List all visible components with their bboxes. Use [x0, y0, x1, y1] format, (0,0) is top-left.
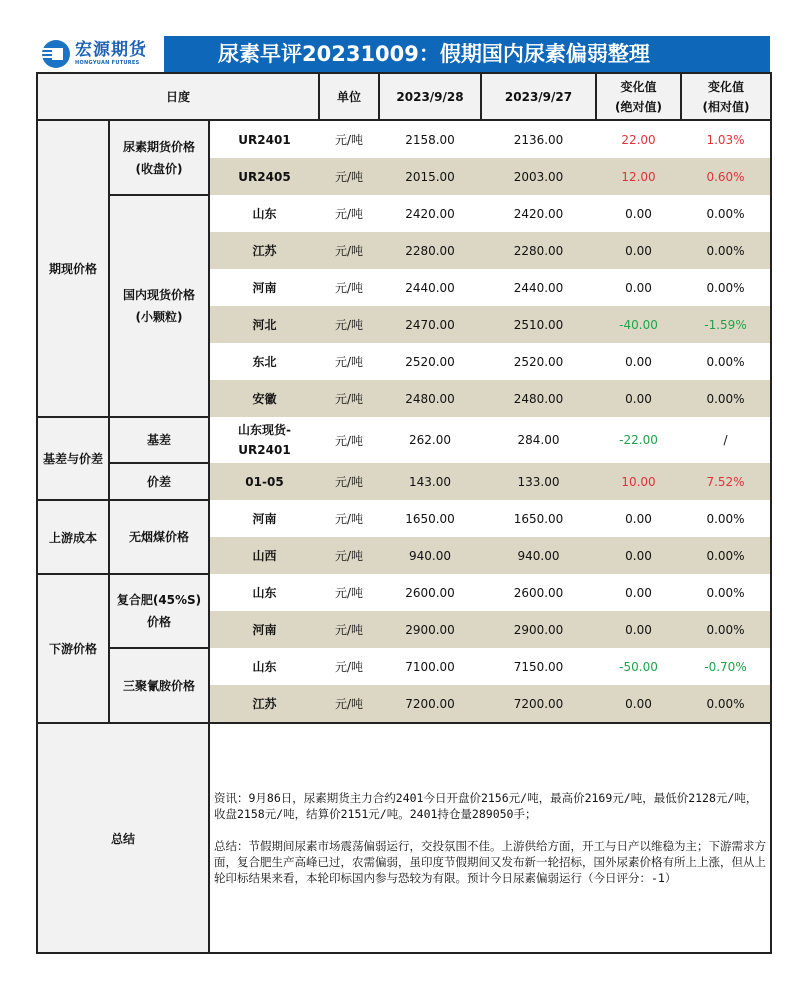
- row-value-date2: 2280.00: [481, 232, 596, 269]
- row-rel-change: 0.00%: [681, 611, 771, 648]
- row-rel-change: 1.03%: [681, 120, 771, 158]
- row-abs-change: -50.00: [596, 648, 681, 685]
- row-unit: 元/吨: [319, 158, 379, 195]
- col-header-date1: 2023/9/28: [379, 73, 481, 120]
- subgroup-melamine-price: 三聚氰胺价格: [109, 648, 209, 723]
- group-upstream-cost: 上游成本: [37, 500, 109, 574]
- subgroup-compound-fertilizer: 复合肥(45%S) 价格: [109, 574, 209, 648]
- row-abs-change: 0.00: [596, 343, 681, 380]
- row-unit: 元/吨: [319, 269, 379, 306]
- col-header-unit: 单位: [319, 73, 379, 120]
- row-value-date1: 1650.00: [379, 500, 481, 537]
- header-row: [37, 73, 771, 120]
- row-abs-change: 10.00: [596, 463, 681, 500]
- table-row: [37, 120, 771, 158]
- row-rel-change: 0.00%: [681, 380, 771, 417]
- row-value-date2: 2510.00: [481, 306, 596, 343]
- row-abs-change: 0.00: [596, 500, 681, 537]
- table-row: [37, 195, 771, 232]
- row-unit: 元/吨: [319, 343, 379, 380]
- row-item: 河南: [209, 500, 319, 537]
- row-abs-change: 0.00: [596, 537, 681, 574]
- subgroup-spread: 价差: [109, 463, 209, 500]
- col-header-date2: 2023/9/27: [481, 73, 596, 120]
- row-value-date2: 2420.00: [481, 195, 596, 232]
- table-row: [37, 648, 771, 685]
- subgroup-futures-price: 尿素期货价格 (收盘价): [109, 120, 209, 195]
- row-abs-change: 0.00: [596, 380, 681, 417]
- row-item: UR2405: [209, 158, 319, 195]
- summary-news: 资讯：9月86日，尿素期货主力合约2401今日开盘价2156元/吨，最高价2169元/吨，最低价2128元/吨，收盘2158元/吨，结算价2151元/吨。2401持仓量289050手；: [214, 791, 758, 821]
- col-header-dimension: 日度: [37, 73, 319, 120]
- row-value-date1: 2280.00: [379, 232, 481, 269]
- table-row: [37, 417, 771, 463]
- row-item: 江苏: [209, 685, 319, 723]
- row-rel-change: /: [681, 417, 771, 463]
- row-item: 河南: [209, 611, 319, 648]
- row-value-date2: 1650.00: [481, 500, 596, 537]
- group-downstream-price: 下游价格: [37, 574, 109, 723]
- row-rel-change: -1.59%: [681, 306, 771, 343]
- row-value-date2: 284.00: [481, 417, 596, 463]
- row-value-date1: 262.00: [379, 417, 481, 463]
- col-header-abs-change: 变化值 (绝对值): [596, 73, 681, 120]
- row-item: 东北: [209, 343, 319, 380]
- row-value-date1: 7200.00: [379, 685, 481, 723]
- row-unit: 元/吨: [319, 611, 379, 648]
- row-unit: 元/吨: [319, 306, 379, 343]
- row-rel-change: 0.00%: [681, 537, 771, 574]
- row-abs-change: 0.00: [596, 611, 681, 648]
- row-value-date2: 133.00: [481, 463, 596, 500]
- row-rel-change: 0.60%: [681, 158, 771, 195]
- row-value-date2: 2520.00: [481, 343, 596, 380]
- row-abs-change: -40.00: [596, 306, 681, 343]
- row-value-date2: 7150.00: [481, 648, 596, 685]
- row-value-date1: 2900.00: [379, 611, 481, 648]
- subgroup-anthracite-price: 无烟煤价格: [109, 500, 209, 574]
- row-abs-change: 0.00: [596, 574, 681, 611]
- row-unit: 元/吨: [319, 500, 379, 537]
- row-unit: 元/吨: [319, 463, 379, 500]
- row-item: 山东: [209, 195, 319, 232]
- row-value-date1: 2600.00: [379, 574, 481, 611]
- group-basis-spread: 基差与价差: [37, 417, 109, 500]
- row-abs-change: -22.00: [596, 417, 681, 463]
- row-rel-change: 0.00%: [681, 574, 771, 611]
- row-rel-change: 0.00%: [681, 685, 771, 723]
- row-value-date1: 2420.00: [379, 195, 481, 232]
- subgroup-basis: 基差: [109, 417, 209, 463]
- report-title: 尿素早评20231009：假期国内尿素偏弱整理: [218, 42, 650, 66]
- row-abs-change: 22.00: [596, 120, 681, 158]
- row-item: 01-05: [209, 463, 319, 500]
- row-rel-change: 0.00%: [681, 500, 771, 537]
- row-rel-change: 7.52%: [681, 463, 771, 500]
- summary-conclusion: 总结：节假期间尿素市场震荡偏弱运行，交投氛围不佳。上游供给方面，开工与日产以维稳为主；下游需求方面，复合肥生产高峰已过，农需偏弱，虽印度节假期间又发布新一轮招标，国外尿素价格有所上上涨，但从上轮印标结果来看，本轮印标国内参与恐较为有限。预计今日尿素偏弱运行（今日评分：-1）: [214, 839, 766, 885]
- row-unit: 元/吨: [319, 537, 379, 574]
- row-value-date2: 2600.00: [481, 574, 596, 611]
- row-item: 山西: [209, 537, 319, 574]
- row-unit: 元/吨: [319, 195, 379, 232]
- row-rel-change: 0.00%: [681, 195, 771, 232]
- row-value-date1: 2520.00: [379, 343, 481, 380]
- row-rel-change: -0.70%: [681, 648, 771, 685]
- row-value-date1: 2480.00: [379, 380, 481, 417]
- company-logo: [36, 36, 164, 72]
- row-abs-change: 0.00: [596, 685, 681, 723]
- row-value-date1: 2440.00: [379, 269, 481, 306]
- row-value-date2: 2003.00: [481, 158, 596, 195]
- group-spot-futures: 期现价格: [37, 120, 109, 417]
- row-item: 安徽: [209, 380, 319, 417]
- logo-cn-text: 宏源期货: [75, 40, 147, 60]
- row-unit: 元/吨: [319, 648, 379, 685]
- logo-en-text: HONGYUAN FUTURES: [75, 60, 140, 66]
- logo-icon: [42, 40, 70, 68]
- row-value-date2: 2900.00: [481, 611, 596, 648]
- row-unit: 元/吨: [319, 120, 379, 158]
- summary-row: [37, 723, 771, 953]
- table-row: [37, 500, 771, 537]
- data-table: [36, 72, 772, 954]
- row-value-date2: 2136.00: [481, 120, 596, 158]
- row-value-date1: 2015.00: [379, 158, 481, 195]
- row-value-date1: 143.00: [379, 463, 481, 500]
- row-abs-change: 0.00: [596, 269, 681, 306]
- title-bar: [36, 36, 770, 72]
- row-value-date1: 2470.00: [379, 306, 481, 343]
- summary-label: 总结: [37, 723, 209, 953]
- row-unit: 元/吨: [319, 417, 379, 463]
- row-abs-change: 0.00: [596, 195, 681, 232]
- row-unit: 元/吨: [319, 380, 379, 417]
- row-value-date2: 940.00: [481, 537, 596, 574]
- summary-text: [209, 723, 771, 953]
- col-header-rel-change: 变化值 (相对值): [681, 73, 771, 120]
- row-value-date2: 2440.00: [481, 269, 596, 306]
- row-abs-change: 0.00: [596, 232, 681, 269]
- row-value-date1: 940.00: [379, 537, 481, 574]
- row-unit: 元/吨: [319, 232, 379, 269]
- table-row: [37, 574, 771, 611]
- row-item: 江苏: [209, 232, 319, 269]
- row-abs-change: 12.00: [596, 158, 681, 195]
- row-item: 山东现货- UR2401: [209, 417, 319, 463]
- subgroup-spot-price: 国内现货价格 (小颗粒): [109, 195, 209, 417]
- row-item: 山东: [209, 648, 319, 685]
- report-sheet: [36, 36, 770, 954]
- row-unit: 元/吨: [319, 574, 379, 611]
- row-rel-change: 0.00%: [681, 269, 771, 306]
- row-item: UR2401: [209, 120, 319, 158]
- row-value-date1: 2158.00: [379, 120, 481, 158]
- row-unit: 元/吨: [319, 685, 379, 723]
- table-row: [37, 463, 771, 500]
- row-rel-change: 0.00%: [681, 343, 771, 380]
- row-value-date1: 7100.00: [379, 648, 481, 685]
- row-item: 河南: [209, 269, 319, 306]
- row-item: 河北: [209, 306, 319, 343]
- row-item: 山东: [209, 574, 319, 611]
- row-value-date2: 2480.00: [481, 380, 596, 417]
- row-value-date2: 7200.00: [481, 685, 596, 723]
- row-rel-change: 0.00%: [681, 232, 771, 269]
